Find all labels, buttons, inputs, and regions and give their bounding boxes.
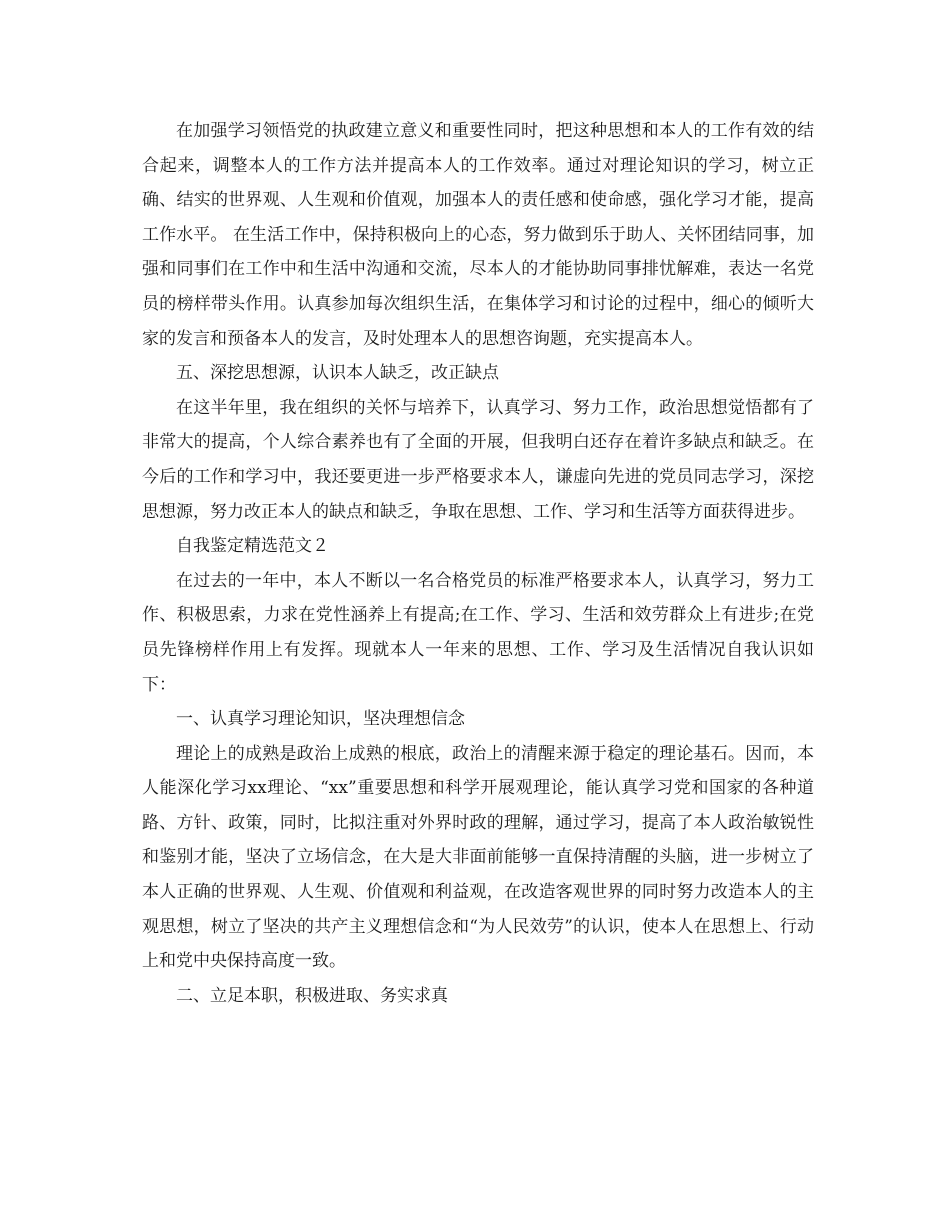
document-page bbox=[142, 114, 814, 1013]
section-heading: 一、认真学习理论知识，坚决理想信念 bbox=[176, 709, 465, 730]
section-heading: 自我鉴定精选范文２ bbox=[176, 536, 329, 557]
body-paragraph: 在这半年里，我在组织的关怀与培养下，认真学习、努力工作，政治思想觉悟都有了非常大的提高，个人综合素养也有了全面的开展，但我明白还存在着许多缺点和缺乏。在今后的工作和学习中，我还要更进一步严格要求本人，谦虚向先进的党员同志学习，深挖思想源，努力改正本人的缺点和缺乏，争取在思想、工作、学习和生活等方面获得进步。 bbox=[142, 397, 814, 522]
body-paragraph: 理论上的成熟是政治上成熟的根底，政治上的清醒来源于稳定的理论基石。因而，本人能深化学习xx理论、“xx”重要思想和科学开展观理论，能认真学习党和国家的各种道路、方针、政策，同时，比拟注重对外界时政的理解，通过学习，提高了本人政治敏锐性和鉴别才能，坚决了立场信念，在大是大非面前能够一直保持清醒的头脑，进一步树立了本人正确的世界观、人生观、价值观和利益观，在改造客观世界的同时努力改造本人的主观思想，树立了坚决的共产主义理想信念和“为人民效劳”的认识，使本人在思想上、行动上和党中央保持高度一致。 bbox=[142, 743, 814, 972]
body-paragraph: 在加强学习领悟党的执政建立意义和重要性同时，把这种思想和本人的工作有效的结合起来，调整本人的工作方法并提高本人的工作效率。通过对理论知识的学习，树立正确、结实的世界观、人生观和价值观，加强本人的责任感和使命感，强化学习才能，提高工作水平。 在生活工作中，保持积极向上的心态，努力做到乐于助人、关怀团结同事，加强和同事们在工作中和生活中沟通和交流，尽本人的才能协助同事排忧解难，表达一名党员的榜样带头作用。认真参加每次组织生活，在集体学习和讨论的过程中，细心的倾听大家的发言和预备本人的发言，及时处理本人的思想咨询题，充实提高本人。 bbox=[142, 121, 814, 349]
section-heading: 二、立足本职，积极进取、务实求真 bbox=[176, 985, 448, 1006]
body-paragraph: 在过去的一年中，本人不断以一名合格党员的标准严格要求本人，认真学习，努力工作、积极思索，力求在党性涵养上有提高;在工作、学习、生活和效劳群众上有进步;在党员先锋榜样作用上有发挥。现就本人一年来的思想、工作、学习及生活情况自我认识如下： bbox=[142, 570, 814, 695]
section-heading: 五、深挖思想源，认识本人缺乏，改正缺点 bbox=[176, 363, 499, 384]
